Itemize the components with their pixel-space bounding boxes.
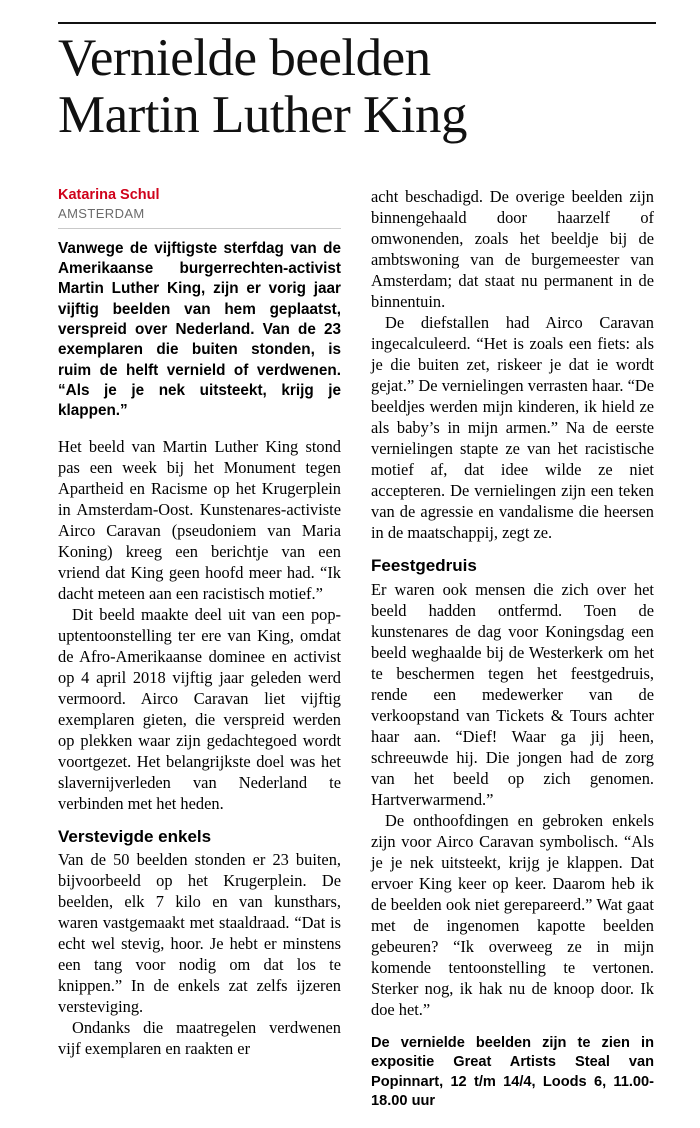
top-rule bbox=[58, 22, 656, 24]
byline-divider bbox=[58, 228, 341, 229]
paragraph: Ondanks die maatregelen verdwenen vijf exemplaren en raakten er bbox=[58, 1018, 341, 1059]
paragraph: Het beeld van Martin Luther King stond pas een week bij het Monument tegen Apartheid en Racisme op het Krugerplein in Amsterdam-Oost. Kunstenares-activiste Airco Caravan (pseudoniem van Maria Koning) kreeg een berichtje van een vriend dat King geen hoofd meer had. “Ik dacht meteen aan een racistisch motief.” bbox=[58, 436, 341, 603]
section-subheading: Verstevigde enkels bbox=[58, 826, 212, 846]
lead-paragraph: Vanwege de vijftigste sterfdag van de Amerikaanse burgerrechten-activist Martin Luther King, zijn er vorig jaar vijftig beelden van hem geplaatst, verspreid over Nederland. Van de 23 exemplaren die buiten stonden, is ruim de helft vernield of verdwenen. “Als je je nek uitsteekt, krijg je klappen.” bbox=[58, 239, 341, 420]
paragraph: De diefstallen had Airco Caravan ingecalculeerd. “Het is zoals een fiets: als je die buiten zet, riskeer je dat ie wordt gejat.” De vernielingen verrasten haar. “De beeldjes werden mijn kinderen, ik hield ze als baby’s in mijn armen.” Na de eerste vernielingen stapte ze van het racistische motief af, dat idee wilde ze niet accepteren. De vernielingen zijn een teken van de agressie en vandalisme die heersen in de maatschappij, zegt ze. bbox=[371, 313, 654, 543]
headline-spacer bbox=[58, 144, 656, 186]
section-subheading: Feestgedruis bbox=[371, 556, 477, 576]
byline-author: Katarina Schul bbox=[58, 187, 160, 204]
column-right bbox=[371, 186, 654, 1111]
byline-location: AMSTERDAM bbox=[58, 205, 145, 221]
paragraph: acht beschadigd. De overige beelden zijn binnengehaald door haarzelf of omwonenden, zoals het beeldje bij de ambtswoning van de burgemeester van Amsterdam; dat staat nu permanent in de binnentuin. bbox=[371, 187, 654, 312]
paragraph: Van de 50 beelden stonden er 23 buiten, bijvoorbeeld op het Krugerplein. De beelden, elk 7 kilo en van kunsthars, waren vastgemaakt met staaldraad. “Dat is echt wel stevig, hoor. Je hebt er minstens een tang voor nodig om dat los te knippen.” In de enkels zat zelfs ijzeren versteviging. bbox=[58, 850, 341, 1017]
column-left bbox=[58, 186, 341, 1111]
paragraph: De onthoofdingen en gebroken enkels zijn voor Airco Caravan symbolisch. “Als je je nek uitsteekt, krijg je klappen. Dat ervoer King keer op keer. Daarom heb ik de beelden ook niet gerepareerd.” Wat gaat met de ingenomen kapotte beelden gebeuren? “Ik overweeg ze in mijn komende tentoonstelling te vertonen. Sterker nog, ik hak nu de knoop door. Ik doe het.” bbox=[371, 810, 654, 1019]
exhibition-note: De vernielde beelden zijn te zien in expositie Great Artists Steal van Popinnart, 12 t/m 14/4, Loods 6, 11.00-18.00 uur bbox=[371, 1034, 654, 1110]
paragraph: Er waren ook mensen die zich over het beeld hadden ontfermd. Toen de kunstenares de dag voor Koningsdag een beeld weghaalde bij de Westerkerk om het te beschermen tegen het feestgedruis, rende een medewerker van de verkoopstand van Tickets & Tours achter haar aan. “Dief! Waar ga jij heen, schreeuwde hij. Die jongen had de zorg van het beeld op zich genomen. Hartverwarmend.” bbox=[371, 579, 654, 809]
headline-line-1: Vernielde beelden bbox=[58, 29, 431, 87]
headline-line-2: Martin Luther King bbox=[58, 86, 468, 145]
paragraph: Dit beeld maakte deel uit van een pop-uptentoonstelling ter ere van King, omdat de Afro-Amerikaanse dominee en activist op 4 april 2018 vijftig jaar geleden werd vermoord. Airco Caravan liet vijftig exemplaren gieten, die verspreid werden op plekken waar zijn gedachtegoed wordt voortgezet. Het belangrijkste doel was het slavernijverleden van Nederland te verbinden met het heden. bbox=[58, 604, 341, 813]
article-columns bbox=[58, 186, 656, 1111]
page-title bbox=[58, 30, 656, 144]
